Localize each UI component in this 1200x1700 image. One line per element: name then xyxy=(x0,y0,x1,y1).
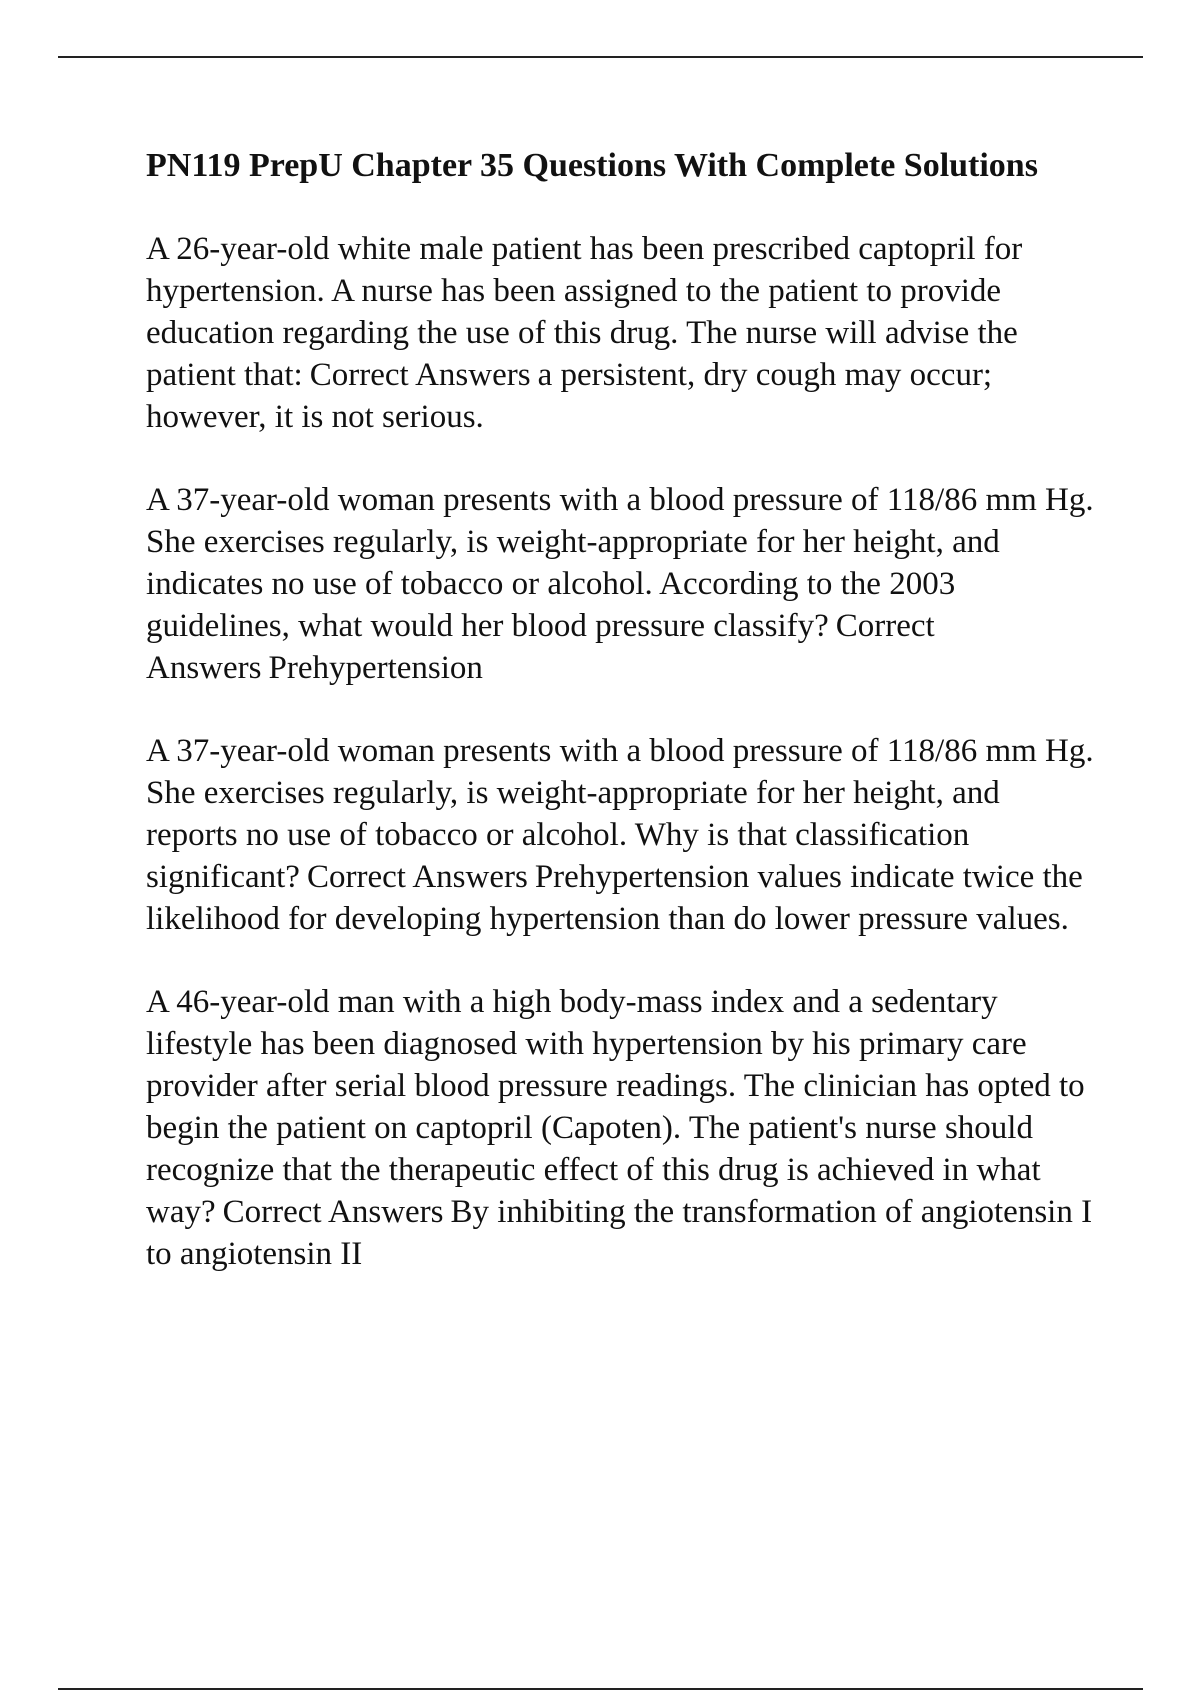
header-rule xyxy=(58,56,1143,58)
question-text: A 26-year-old white male patient has been prescribed captopril for hypertension. A nurse has been assigned to the patient to provide education regarding the use of this drug. The nurse will advise the patient that: xyxy=(146,231,1023,393)
qa-item-2 xyxy=(146,479,1096,689)
question-text: A 46-year-old man with a high body-mass index and a sedentary lifestyle has been diagnosed with hypertension by his primary care provider after serial blood pressure readings. The clinician has opted to begin the patient on captopril (Capoten). The patient's nurse should recognize that the therapeutic effect of this drug is achieved in what way? xyxy=(146,984,1085,1230)
document-body xyxy=(146,145,1096,1316)
question-text: A 37-year-old woman presents with a blood pressure of 118/86 mm Hg. She exercises regularly, is weight-appropriate for her height, and indicates no use of tobacco or alcohol. According to the 2003 guidelines, what would her blood pressure classify? xyxy=(146,482,1094,644)
question-text: A 37-year-old woman presents with a blood pressure of 118/86 mm Hg. She exercises regularly, is weight-appropriate for her height, and reports no use of tobacco or alcohol. Why is that classification significant? xyxy=(146,733,1094,895)
answer-label: Correct Answers xyxy=(146,608,935,686)
answer-label: Correct Answers xyxy=(309,357,531,393)
answer-label: Correct Answers xyxy=(222,1194,444,1230)
qa-item-4 xyxy=(146,981,1096,1275)
answer-text: Prehypertension xyxy=(268,650,483,686)
document-title: PN119 PrepU Chapter 35 Questions With Complete Solutions xyxy=(146,147,1038,184)
qa-item-1 xyxy=(146,228,1096,438)
answer-text: Prehypertension values indicate twice the likelihood for developing hypertension than do lower pressure values. xyxy=(146,859,1083,937)
qa-item-3 xyxy=(146,730,1096,940)
answer-text: a persistent, dry cough may occur; however, it is not serious. xyxy=(146,357,993,435)
answer-text: By inhibiting the transformation of angiotensin I to angiotensin II xyxy=(146,1194,1093,1272)
footer-rule xyxy=(58,1688,1143,1690)
answer-label: Correct Answers xyxy=(306,859,528,895)
